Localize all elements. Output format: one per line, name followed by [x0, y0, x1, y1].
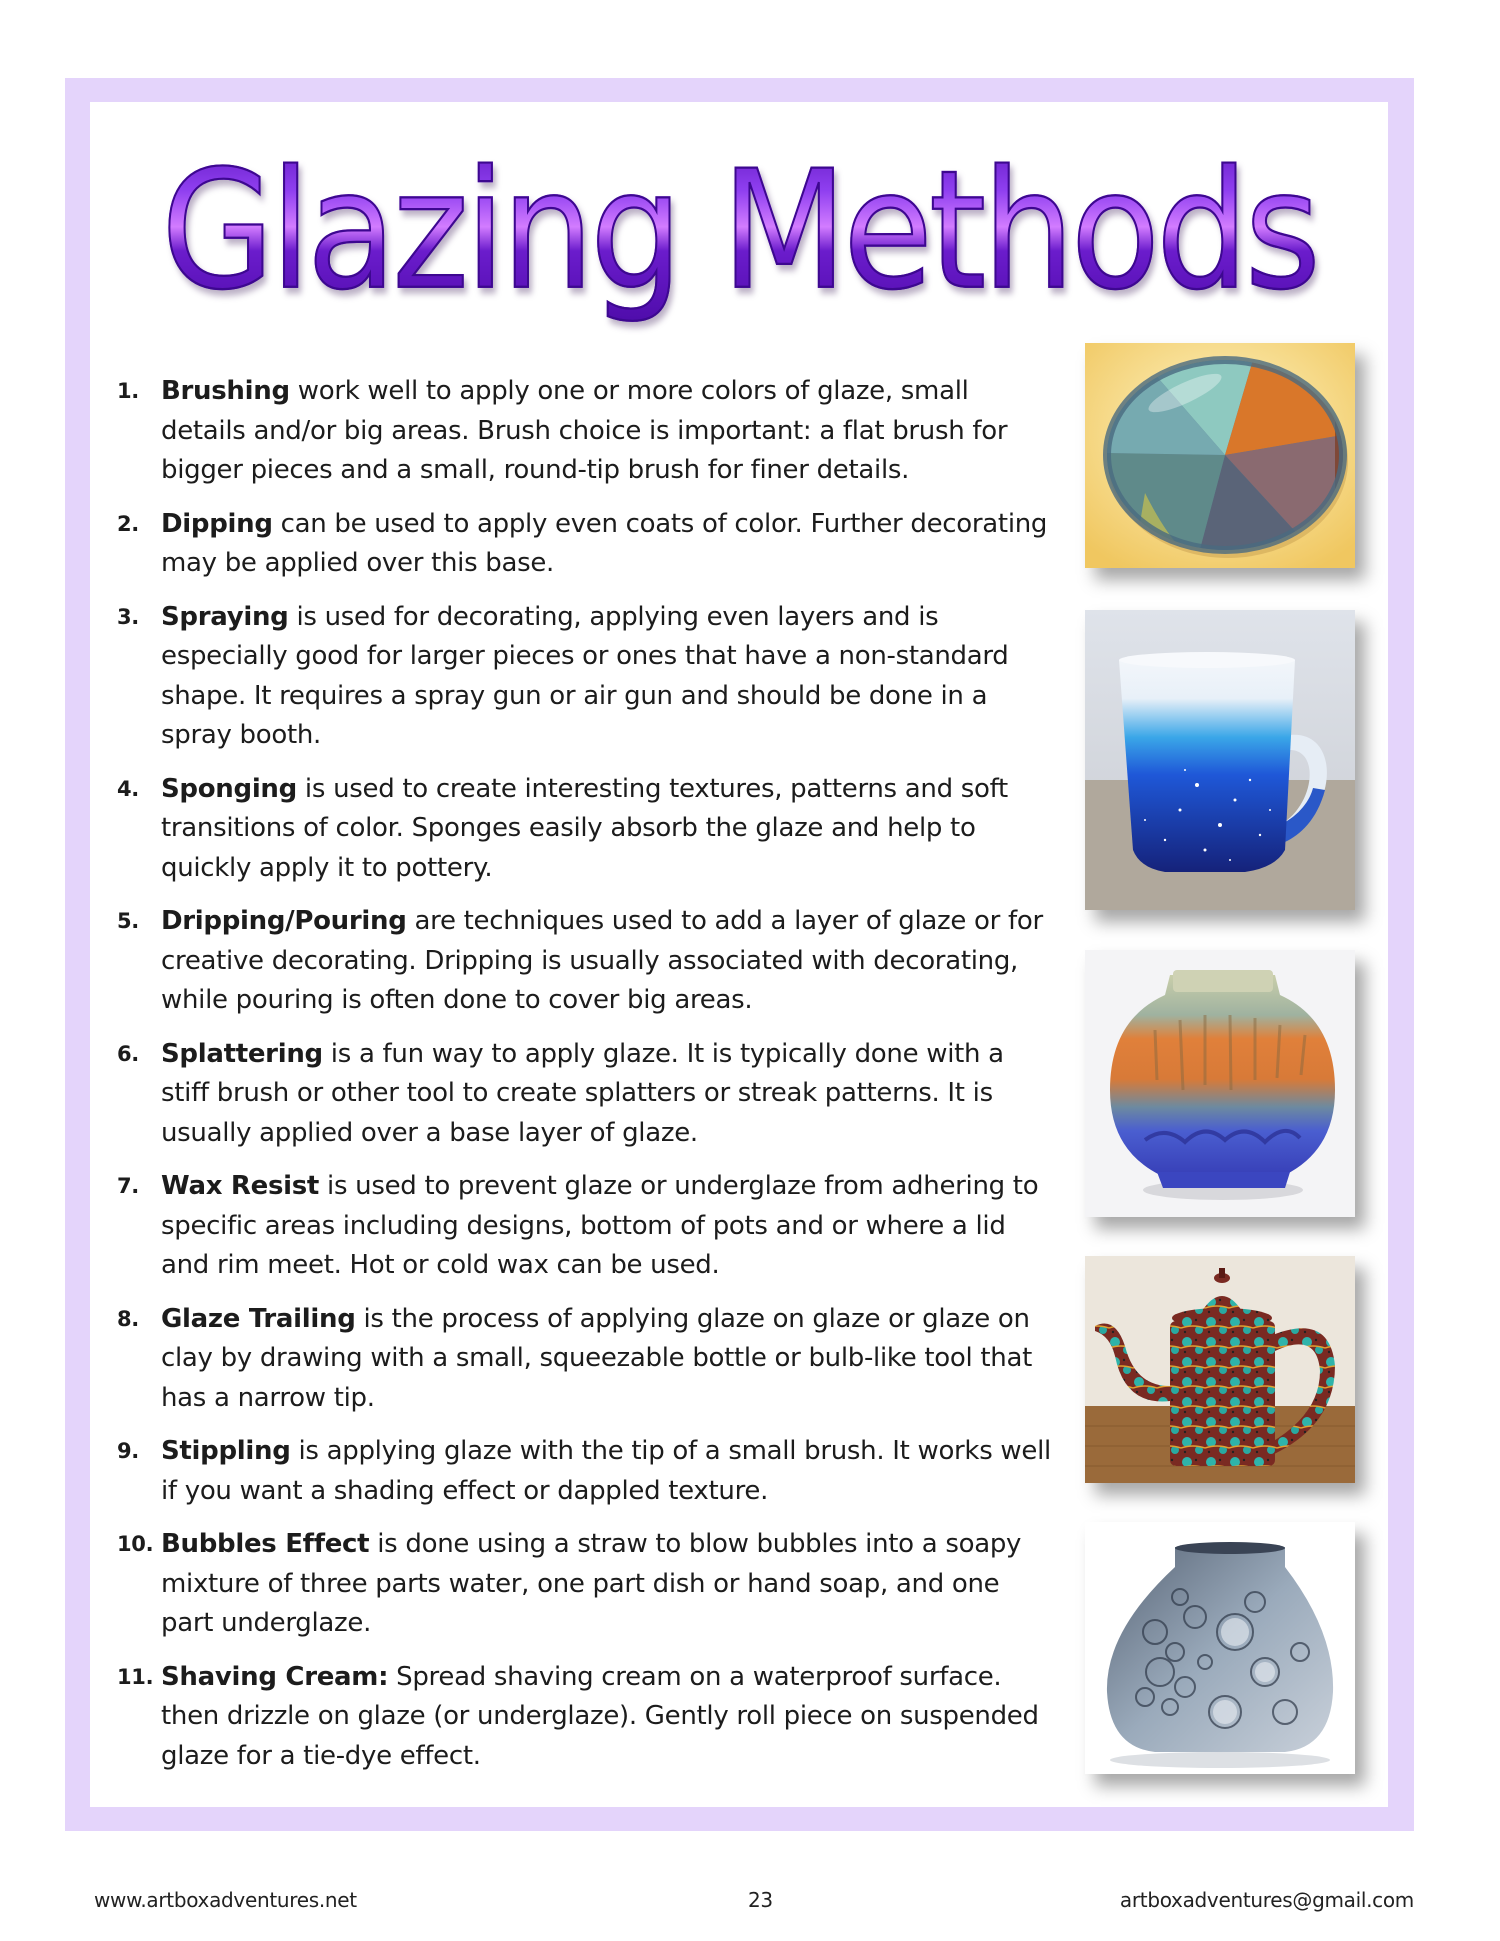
item-description: is used for decorating, applying even layers and is especially good for larger pieces or ones that have a non-standard shape. It requires a spray gun or air gun and should be done in a spray booth.	[161, 601, 1009, 750]
item-number: 3.	[117, 604, 139, 629]
list-item	[117, 770, 1057, 889]
list-item	[117, 1167, 1057, 1286]
item-term: Splattering	[161, 1038, 323, 1069]
item-body	[161, 902, 1057, 1021]
item-description: Spread shaving cream on a waterproof surface. then drizzle on glaze (or underglaze). Gently roll piece on suspended glaze for a tie-dye effect.	[161, 1661, 1039, 1771]
item-description: is applying glaze with the tip of a small brush. It works well if you want a shading effect or dappled texture.	[161, 1436, 1051, 1506]
item-description: work well to apply one or more colors of glaze, small details and/or big areas. Brush choice is important: a flat brush for bigger pieces and a small, round-tip brush for finer details.	[161, 376, 1008, 485]
item-term: Brushing	[161, 376, 290, 406]
item-body	[161, 505, 1057, 584]
item-number: 2.	[117, 511, 139, 536]
item-term: Glaze Trailing	[161, 1303, 356, 1334]
drip-glaze-vase-photo	[1085, 950, 1355, 1217]
item-number: 9.	[117, 1439, 139, 1463]
item-term: Bubbles Effect	[161, 1529, 370, 1559]
page-number: 23	[748, 1888, 773, 1912]
bubble-glaze-vase-photo	[1085, 1522, 1355, 1774]
list-item	[117, 1035, 1057, 1154]
item-body	[161, 598, 1057, 756]
item-body	[161, 1035, 1057, 1154]
item-body	[161, 1432, 1057, 1511]
list-item	[117, 1432, 1057, 1511]
item-number: 8.	[117, 1306, 139, 1331]
item-term: Stippling	[161, 1436, 291, 1466]
list-item	[117, 598, 1057, 756]
item-description: is used to prevent glaze or underglaze from adhering to specific areas including designs, bottom of pots and or where a lid and rim meet. Hot or cold wax can be used.	[161, 1171, 1039, 1280]
item-description: can be used to apply even coats of color. Further decorating may be applied over this base.	[161, 508, 1048, 578]
item-term: Wax Resist	[161, 1171, 320, 1201]
item-description: is a fun way to apply glaze. It is typically done with a stiff brush or other tool to create splatters or streak patterns. It is usually applied over a base layer of glaze.	[161, 1038, 1004, 1148]
item-description: are techniques used to add a layer of glaze or for creative decorating. Dripping is usually associated with decorating, while pouring is often done to cover big areas.	[161, 906, 1043, 1015]
glazing-methods-list	[117, 372, 1057, 1790]
multicolor-plate-photo	[1085, 343, 1355, 568]
item-number: 10.	[117, 1532, 154, 1556]
item-description: is done using a straw to blow bubbles into a soapy mixture of three parts water, one part dish or hand soap, and one part underglaze.	[161, 1529, 1022, 1638]
item-term: Shaving Cream:	[161, 1661, 389, 1692]
list-item	[117, 902, 1057, 1021]
footer-email[interactable]: artboxadventures@gmail.com	[1119, 1888, 1414, 1912]
item-term: Dripping/Pouring	[161, 906, 407, 936]
list-item	[117, 372, 1057, 491]
item-body	[161, 372, 1057, 491]
list-item	[117, 505, 1057, 584]
item-body	[161, 1300, 1057, 1419]
item-term: Spraying	[161, 601, 289, 632]
list-item	[117, 1658, 1057, 1777]
list-item	[117, 1300, 1057, 1419]
item-body	[161, 1525, 1057, 1644]
item-body	[161, 770, 1057, 889]
item-description: is used to create interesting textures, patterns and soft transitions of color. Sponges easily absorb the glaze and help to quickly apply it to pottery.	[161, 773, 1008, 883]
page-title: Glazing Methods	[90, 130, 1388, 332]
item-number: 6.	[117, 1041, 139, 1066]
item-number: 1.	[117, 379, 139, 403]
item-number: 11.	[117, 1664, 154, 1689]
item-body	[161, 1658, 1057, 1777]
footer-website[interactable]: www.artboxadventures.net	[94, 1888, 357, 1912]
item-number: 4.	[117, 776, 139, 801]
item-term: Dipping	[161, 508, 273, 539]
list-item	[117, 1525, 1057, 1644]
item-number: 7.	[117, 1174, 139, 1198]
item-description: is the process of applying glaze on glaze or glaze on clay by drawing with a small, squeezable bottle or bulb-like tool that has a narrow tip.	[161, 1303, 1032, 1413]
blue-galaxy-mug-photo	[1085, 610, 1355, 910]
item-number: 5.	[117, 909, 139, 933]
item-term: Sponging	[161, 773, 297, 804]
marbled-teapot-photo	[1085, 1256, 1355, 1483]
item-body	[161, 1167, 1057, 1286]
